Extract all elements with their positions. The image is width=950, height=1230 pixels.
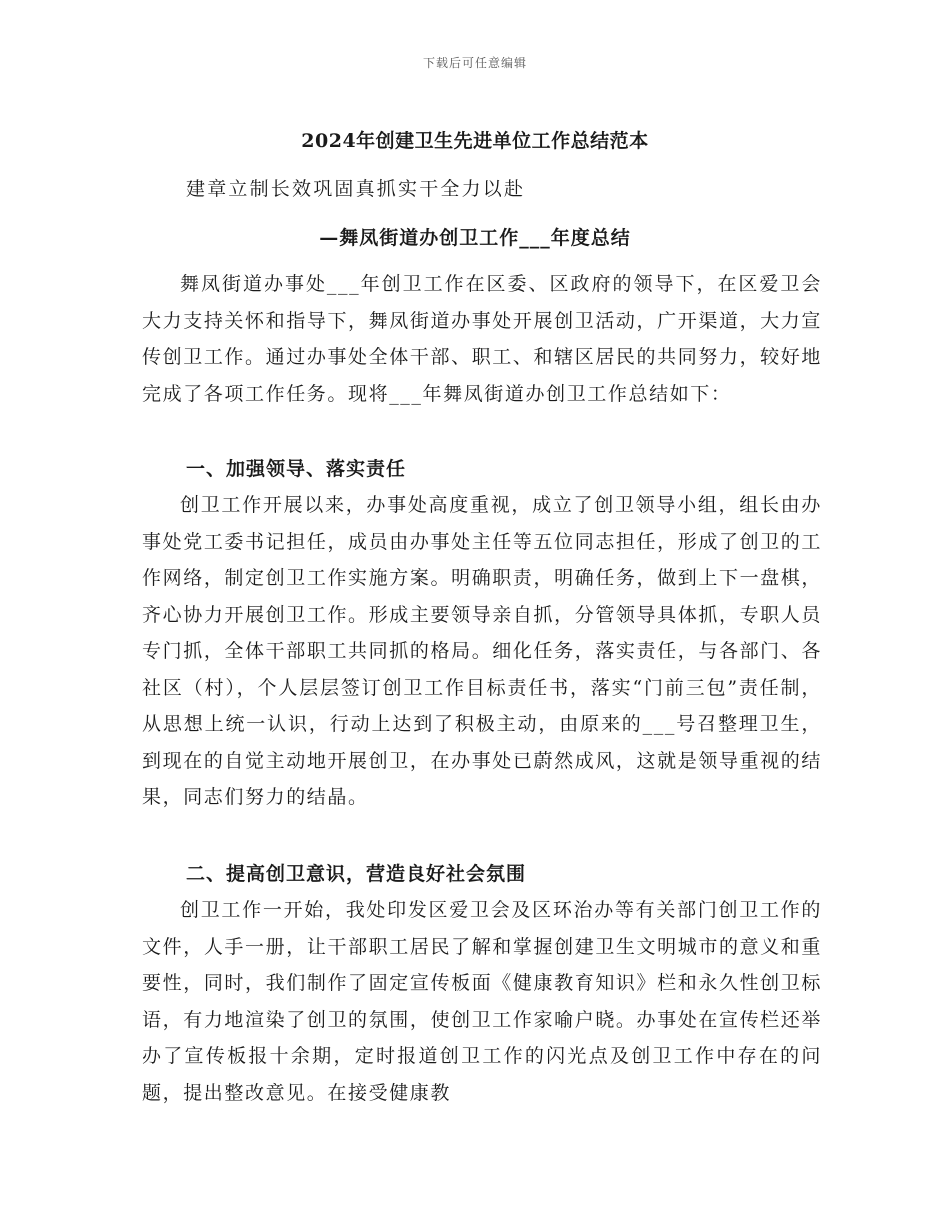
paragraph-leadership: 创卫工作开展以来，办事处高度重视，成立了创卫领导小组，组长由办事处党工委书记担任，成员由办事处主任等五位同志担任，形成了创卫的工作网络，制定创卫工作实施方案。明确职责，明确任务，做到上下一盘棋，齐心协力开展创卫工作。形成主要领导亲自抓，分管领导具体抓，专职人员专门抓，全体干部职工共同抓的格局。细化任务，落实责任，与各部门、各社区（村），个人层层签订创卫工作目标责任书，落实“门前三包”责任制，从思想上统一认识，行动上达到了积极主动，由原来的___号召整理卫生，到现在的自觉主动地开展创卫，在办事处已蔚然成风，这就是领导重视的结果，同志们努力的结晶。 [142,494,822,808]
section-heading-2: 二、提高创卫意识，营造良好社会氛围 [186,863,527,885]
document-title: 2024年创建卫生先进单位工作总结范本 [301,130,649,152]
header-note: 下载后可任意编辑 [422,56,527,70]
subtitle-slogan: 建章立制长效巩固真抓实干全力以赴 [186,178,526,200]
section-heading-1: 一、加强领导、落实责任 [186,458,407,480]
subtitle-report-name: —舞凤街道办创卫工作___年度总结 [319,227,631,249]
paragraph-awareness: 创卫工作一开始，我处印发区爱卫会及区环治办等有关部门创卫工作的文件，人手一册，让干部职工居民了解和掌握创建卫生文明城市的意义和重要性，同时，我们制作了固定宣传板面《健康教育知识》栏和永久性创卫标语，有力地渲染了创卫的氛围，使创卫工作家喻户晓。办事处在宣传栏还举办了宣传板报十余期，定时报道创卫工作的闪光点及创卫工作中存在的问题，提出整改意见。在接受健康教 [142,899,822,1104]
paragraph-intro: 舞凤街道办事处___年创卫工作在区委、区政府的领导下，在区爱卫会大力支持关怀和指导下，舞凤街道办事处开展创卫活动，广开渠道，大力宣传创卫工作。通过办事处全体干部、职工、和辖区居民的共同努力，较好地完成了各项工作任务。现将___年舞凤街道办创卫工作总结如下： [142,273,822,405]
